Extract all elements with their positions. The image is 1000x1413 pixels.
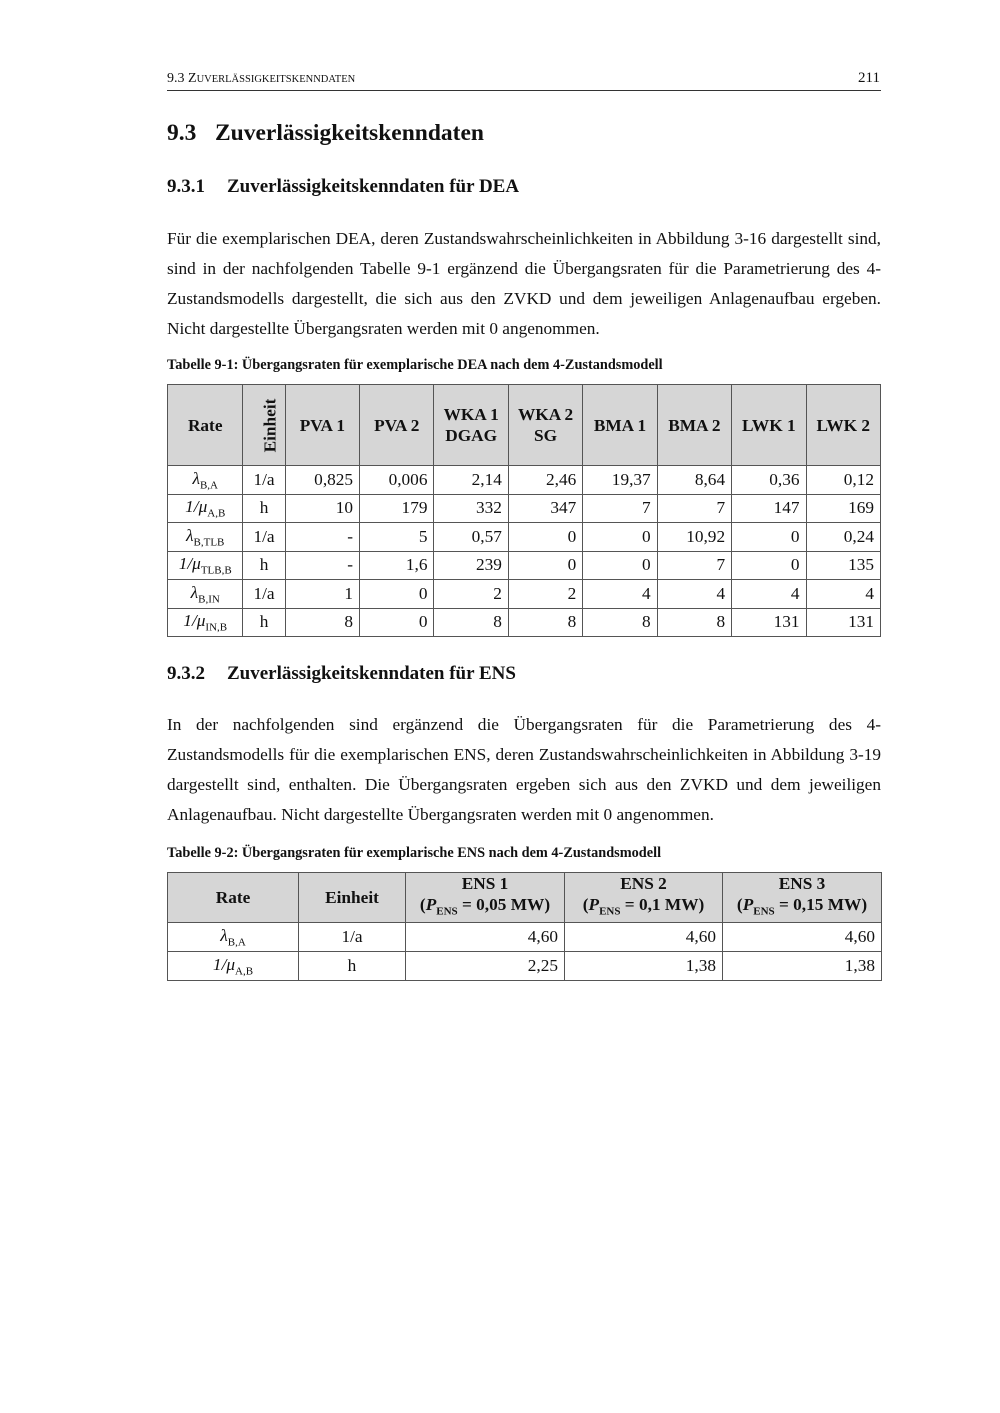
value-cell: 2,14	[434, 466, 508, 495]
header-rate: Rate	[168, 385, 243, 466]
header-ens2: ENS 2 ($P_{ENS} = 0,1$ MW)	[565, 873, 723, 923]
header-pva2: PVA 2	[360, 385, 434, 466]
value-cell: 8	[434, 608, 508, 637]
value-cell: 4	[806, 580, 881, 609]
header-pva1: PVA 1	[285, 385, 359, 466]
value-cell: 7	[657, 551, 731, 580]
unit-cell: 1/a	[243, 523, 285, 552]
table-header-row	[168, 385, 881, 466]
value-cell: 0	[583, 551, 657, 580]
rate-symbol-cell: $1/\mu_{IN,B}$	[168, 608, 243, 637]
table-row	[168, 523, 881, 552]
table-row	[168, 608, 881, 637]
value-cell: 10,92	[657, 523, 731, 552]
rate-symbol-cell: $\lambda_{B,A}$	[168, 923, 299, 952]
header-unit: Einheit	[243, 385, 285, 466]
value-cell: 0	[732, 551, 806, 580]
table-row	[168, 466, 881, 495]
value-cell: 8,64	[657, 466, 731, 495]
value-cell: 4,60	[723, 923, 882, 952]
section-heading: 9.3 Zuverlässigkeitskenndaten	[167, 120, 484, 146]
table-row	[168, 551, 881, 580]
value-cell: 0	[360, 580, 434, 609]
value-cell: 8	[508, 608, 582, 637]
unit-cell: 1/a	[243, 580, 285, 609]
subsection-heading-dea: 9.3.1 Zuverlässigkeitskenndaten für DEA	[167, 176, 520, 197]
unit-cell: h	[243, 608, 285, 637]
value-cell: -	[285, 551, 359, 580]
paragraph-dea: Für die exemplarischen DEA, deren Zustandswahrscheinlichkeiten in Abbildung 3-16 dargestellt sind, sind in der nachfolgenden Tabelle 9-1 ergänzend die Übergangsraten für die Parametrierung des 4-Zustandsmodells dargestellt, die sich aus den ZVKD und dem jeweiligen Anlagenaufbau ergeben. Nicht dargestellte Übergangsraten werden mit 0 angenommen.	[167, 229, 881, 338]
header-rate: Rate	[168, 873, 299, 923]
table-caption-dea: Tabelle 9-1: Übergangsraten für exemplarische DEA nach dem 4-Zustandsmodell	[167, 357, 663, 373]
table-row	[168, 580, 881, 609]
header-lwk1: LWK 1	[732, 385, 806, 466]
header-bma1: BMA 1	[583, 385, 657, 466]
rate-symbol-cell: $1/\mu_{A,B}$	[168, 494, 243, 523]
rate-symbol-cell: $1/\mu_{A,B}$	[168, 952, 299, 981]
value-cell: 4	[583, 580, 657, 609]
table-row	[168, 494, 881, 523]
value-cell: 0,24	[806, 523, 881, 552]
value-cell: 10	[285, 494, 359, 523]
value-cell: 8	[285, 608, 359, 637]
page-number: 211	[858, 70, 880, 86]
value-cell: 4,60	[406, 923, 565, 952]
header-wka2: WKA 2 SG	[508, 385, 582, 466]
value-cell: 0,57	[434, 523, 508, 552]
table-header-row	[168, 873, 882, 923]
rate-symbol-cell: $\lambda_{B,A}$	[168, 466, 243, 495]
value-cell: 4	[732, 580, 806, 609]
value-cell: 2	[434, 580, 508, 609]
value-cell: 2,25	[406, 952, 565, 981]
value-cell: 1,38	[723, 952, 882, 981]
value-cell: 0,825	[285, 466, 359, 495]
value-cell: 7	[657, 494, 731, 523]
value-cell: 7	[583, 494, 657, 523]
running-header	[167, 70, 881, 91]
value-cell: -	[285, 523, 359, 552]
value-cell: 135	[806, 551, 881, 580]
value-cell: 4	[657, 580, 731, 609]
table-dea	[167, 384, 881, 637]
value-cell: 0	[508, 551, 582, 580]
value-cell: 0,12	[806, 466, 881, 495]
header-ens1: ENS 1 ($P_{ENS} = 0,05$ MW)	[406, 873, 565, 923]
value-cell: 4,60	[565, 923, 723, 952]
value-cell: 347	[508, 494, 582, 523]
value-cell: 147	[732, 494, 806, 523]
value-cell: 239	[434, 551, 508, 580]
value-cell: 1	[285, 580, 359, 609]
paragraph-ens: In der nachfolgenden sind ergänzend die Übergangsraten für die Parametrierung des 4-Zustandsmodells für die exemplarischen ENS, deren Zustandswahrscheinlichkeiten in Abbildung 3-19 dargestellt sind, enthalten. Die Übergangsraten ergeben sich aus den ZVKD und dem jeweiligen Anlagenaufbau. Nicht dargestellte Übergangsraten werden mit 0 angenommen.	[167, 715, 881, 824]
header-unit: Einheit	[299, 873, 406, 923]
value-cell: 2	[508, 580, 582, 609]
value-cell: 0	[360, 608, 434, 637]
header-lwk2: LWK 2	[806, 385, 881, 466]
table-row	[168, 952, 882, 981]
value-cell: 169	[806, 494, 881, 523]
value-cell: 332	[434, 494, 508, 523]
value-cell: 0	[508, 523, 582, 552]
header-bma2: BMA 2	[657, 385, 731, 466]
value-cell: 2,46	[508, 466, 582, 495]
unit-cell: 1/a	[299, 923, 406, 952]
unit-cell: h	[243, 494, 285, 523]
rate-symbol-cell: $\lambda_{B,TLB}$	[168, 523, 243, 552]
table-row	[168, 923, 882, 952]
rate-symbol-cell: $1/\mu_{TLB,B}$	[168, 551, 243, 580]
value-cell: 1,38	[565, 952, 723, 981]
unit-cell: 1/a	[243, 466, 285, 495]
value-cell: 179	[360, 494, 434, 523]
table-caption-ens: Tabelle 9-2: Übergangsraten für exemplarische ENS nach dem 4-Zustandsmodell	[167, 845, 662, 861]
value-cell: 0,36	[732, 466, 806, 495]
value-cell: 0	[732, 523, 806, 552]
header-ens3: ENS 3 ($P_{ENS} = 0,15$ MW)	[723, 873, 882, 923]
value-cell: 5	[360, 523, 434, 552]
value-cell: 0	[583, 523, 657, 552]
value-cell: 8	[583, 608, 657, 637]
value-cell: 131	[806, 608, 881, 637]
value-cell: 19,37	[583, 466, 657, 495]
header-wka1: WKA 1 DGAG	[434, 385, 508, 466]
value-cell: 1,6	[360, 551, 434, 580]
rate-symbol-cell: $\lambda_{B,IN}$	[168, 580, 243, 609]
value-cell: 8	[657, 608, 731, 637]
running-header-title: 9.3 ZUVERLÄSSIGKEITSKENNDATEN	[167, 71, 356, 86]
table-ens	[167, 872, 882, 981]
subsection-heading-ens: 9.3.2 Zuverlässigkeitskenndaten für ENS	[167, 663, 516, 684]
unit-cell: h	[299, 952, 406, 981]
value-cell: 0,006	[360, 466, 434, 495]
value-cell: 131	[732, 608, 806, 637]
unit-cell: h	[243, 551, 285, 580]
